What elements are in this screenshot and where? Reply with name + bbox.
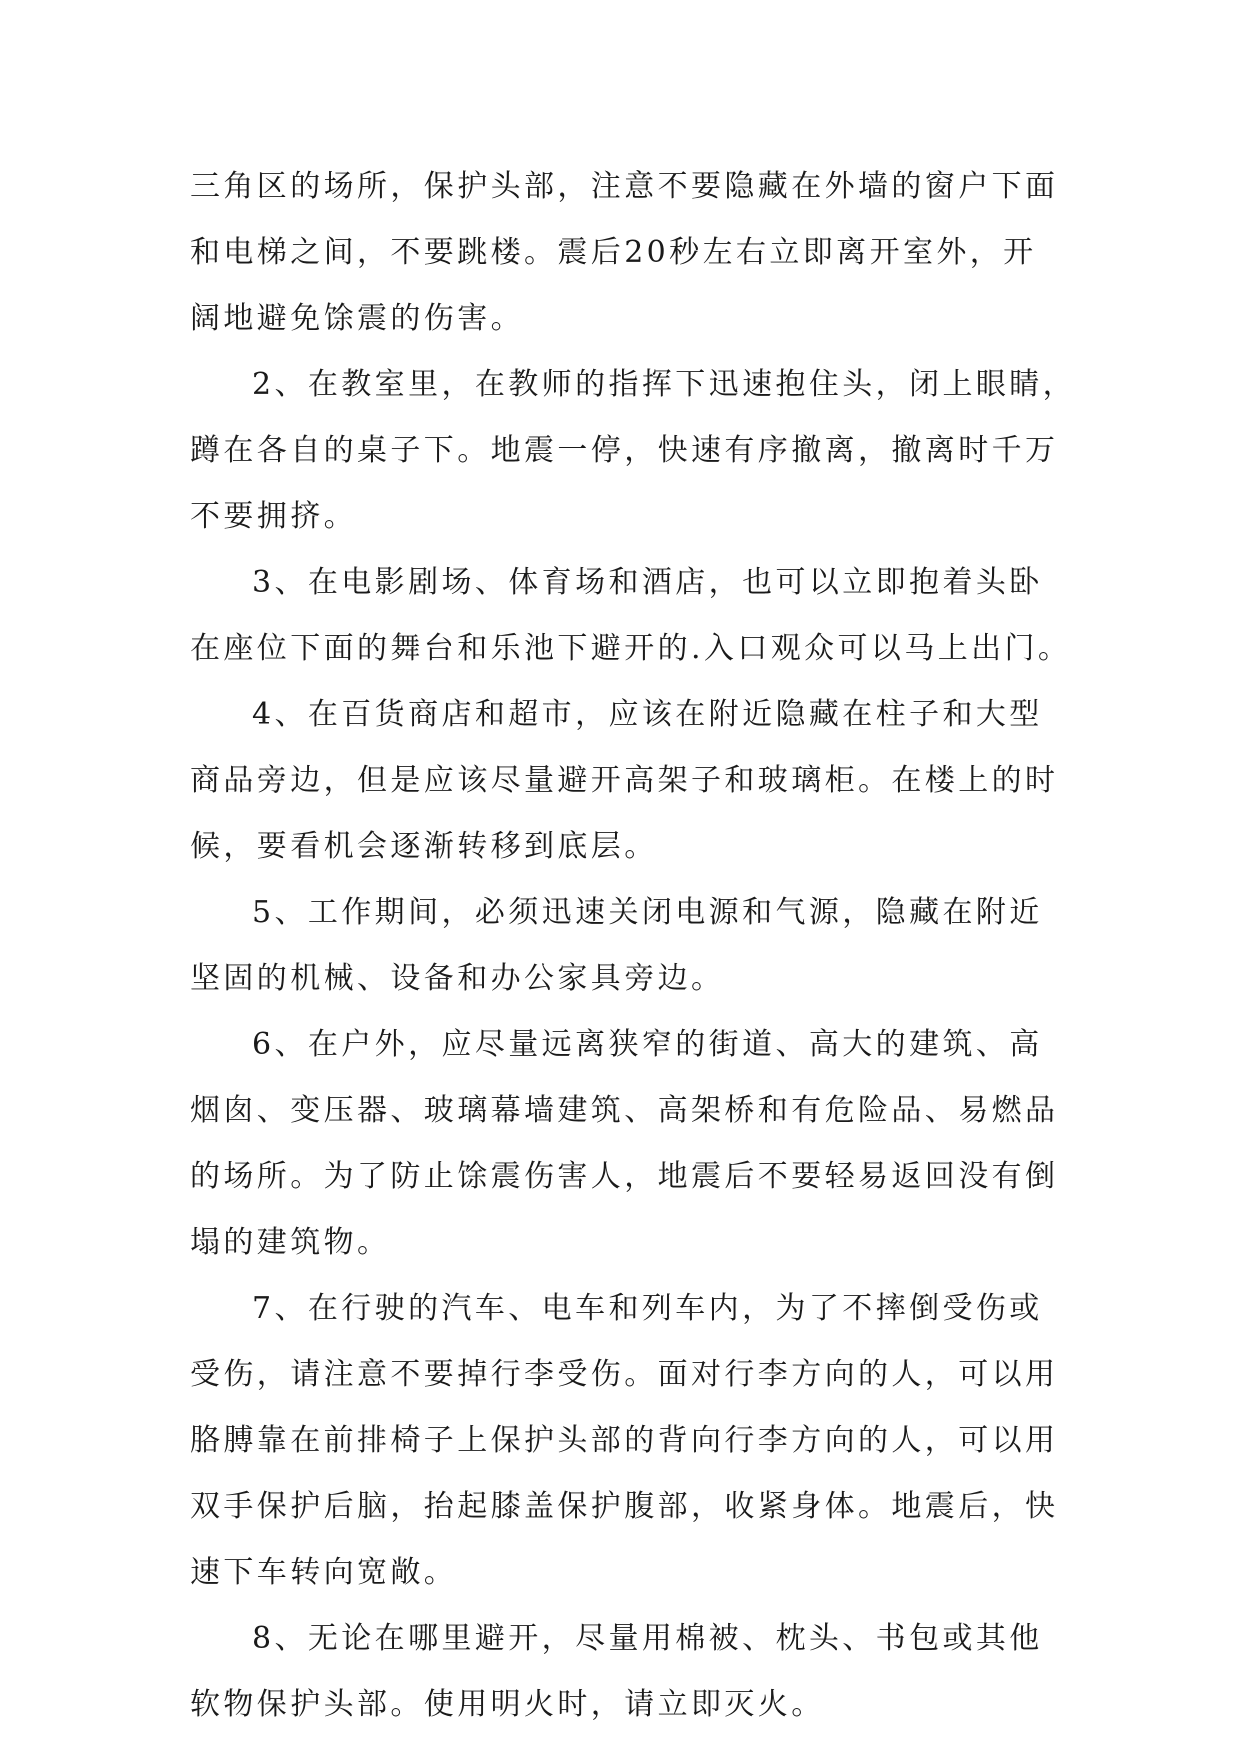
text-line: 坚固的机械、设备和办公家具旁边。 [190,961,725,996]
text-line: 速下车转向宽敞。 [190,1555,458,1590]
paragraph-7 [190,1276,1070,1606]
text-line: 塌的建筑物。 [190,1225,391,1260]
text-line: 的场所。为了防止馀震伤害人，地震后不要轻易返回没有倒 [190,1159,1059,1194]
text-line: 受伤，请注意不要掉行李受伤。面对行李方向的人，可以用 [190,1357,1059,1392]
paragraph-5 [190,880,1070,1012]
text-line: 胳膊靠在前排椅子上保护头部的背向行李方向的人，可以用 [190,1423,1059,1458]
paragraph-8 [190,1606,1070,1738]
text-line: 不要拥挤。 [190,499,357,534]
text-line: 候，要看机会逐渐转移到底层。 [190,829,658,864]
text-line: 三角区的场所，保护头部，注意不要隐藏在外墙的窗户下面 [190,169,1059,204]
text-line: 在座位下面的舞台和乐池下避开的.入口观众可以马上出门。 [190,631,1072,666]
text-line: 阔地避免馀震的伤害。 [190,301,524,336]
paragraph-continuation [190,154,1070,352]
text-line: 和电梯之间，不要跳楼。震后20秒左右立即离开室外，开 [190,235,1037,270]
text-line: 6、在户外，应尽量远离狭窄的街道、高大的建筑、高 [252,1027,1043,1062]
text-line: 2、在教室里，在教师的指挥下迅速抱住头，闭上眼睛， [252,367,1077,402]
text-line: 双手保护后脑，抬起膝盖保护腹部，收紧身体。地震后，快 [190,1489,1059,1524]
text-line: 4、在百货商店和超市，应该在附近隐藏在柱子和大型 [252,697,1043,732]
paragraph-2 [190,352,1077,550]
text-line: 3、在电影剧场、体育场和酒店，也可以立即抱着头卧 [252,565,1043,600]
text-line: 软物保护头部。使用明火时，请立即灭火。 [190,1687,825,1722]
text-line: 7、在行驶的汽车、电车和列车内，为了不摔倒受伤或 [252,1291,1043,1326]
paragraph-3 [190,550,1070,682]
text-line: 商品旁边，但是应该尽量避开高架子和玻璃柜。在楼上的时 [190,763,1059,798]
text-line: 蹲在各自的桌子下。地震一停，快速有序撤离，撤离时千万 [190,433,1059,468]
text-line: 烟囱、变压器、玻璃幕墙建筑、高架桥和有危险品、易燃品 [190,1093,1059,1128]
text-line: 5、工作期间，必须迅速关闭电源和气源，隐藏在附近 [252,895,1043,930]
paragraph-6 [190,1012,1070,1276]
document-body [190,154,1077,1738]
paragraph-4 [190,682,1070,880]
text-line: 8、无论在哪里避开，尽量用棉被、枕头、书包或其他 [252,1621,1043,1656]
